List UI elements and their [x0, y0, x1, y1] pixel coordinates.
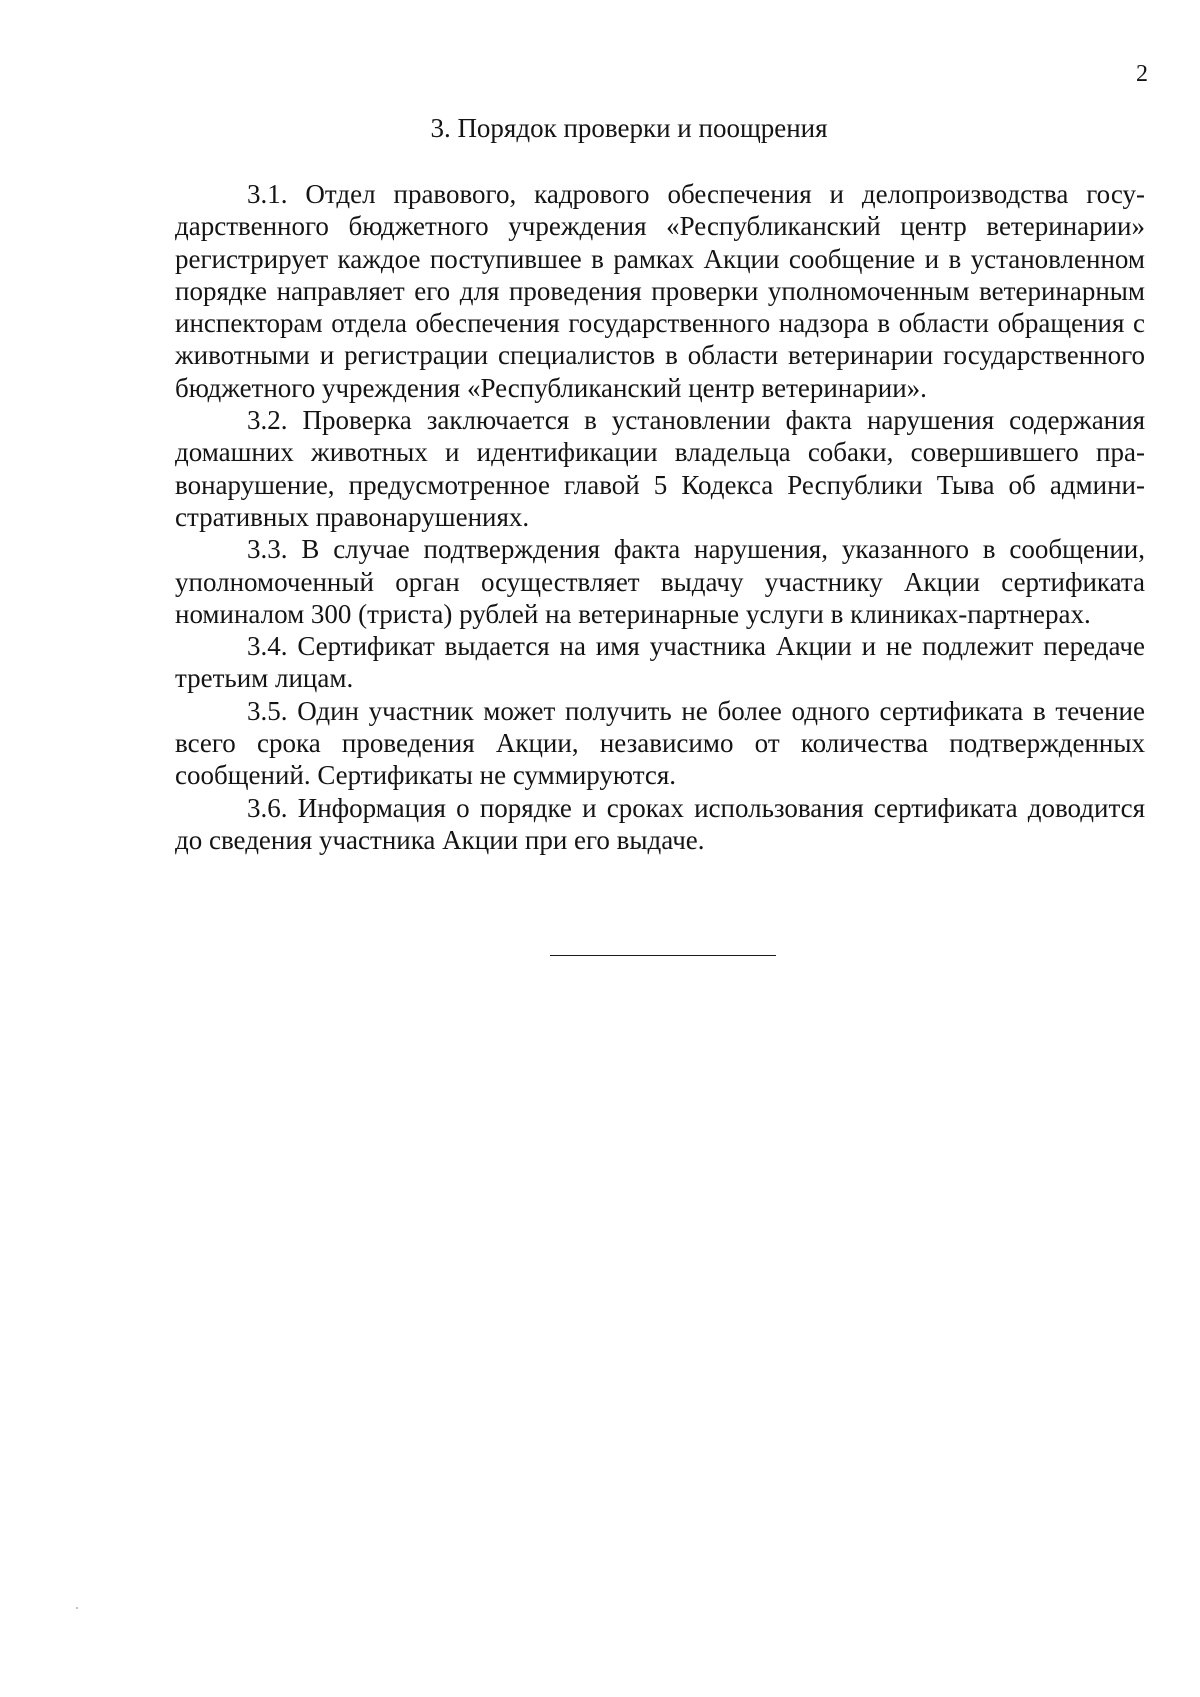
paragraph-3-1: 3.1. Отдел правового, кадрового обеспечения и делопроизводства государственного бюджетного учреждения «Республиканский центр ветеринарии» регистрирует каждое поступившее в рамках Акции сообщение и в установленном порядке направляет его для проведения проверки уполномоченным ветеринарным инспекторам отдела обеспечения государственного надзора в области обращения с животными и регистрации специалистов в области ветеринарии государственного бюджетного учреждения «Республиканский центр ветеринарии».	[175, 179, 1145, 403]
paragraph-3-2: 3.2. Проверка заключается в установлении факта нарушения содержания домашних животных и идентификации владельца собаки, совершившего правонарушение, предусмотренное главой 5 Кодекса Республики Тыва об административных правонарушениях.	[175, 405, 1145, 532]
scan-speck	[76, 1607, 78, 1609]
paragraph-3-3: 3.3. В случае подтверждения факта нарушения, указанного в сообщении, уполномоченный орган осуществляет выдачу участнику Акции сертификата номиналом 300 (триста) рублей на ветеринарные услуги в клиниках-партнерах.	[175, 534, 1145, 629]
page-number: 2	[1136, 61, 1148, 87]
paragraph-3-5: 3.5. Один участник может получить не более одного сертификата в течение всего срока проведения Акции, независимо от количества подтвержденных сообщений. Сертификаты не суммируются.	[175, 695, 1145, 791]
paragraph-3-6: 3.6. Информация о порядке и сроках использования сертификата доводится до сведения участника Акции при его выдаче.	[175, 792, 1145, 855]
paragraph-3-4: 3.4. Сертификат выдается на имя участника Акции и не подлежит передаче третьим лицам.	[175, 631, 1145, 694]
section-body	[175, 178, 1145, 856]
end-separator-line	[550, 955, 776, 956]
section-heading: 3. Порядок проверки и поощрения	[430, 113, 828, 143]
